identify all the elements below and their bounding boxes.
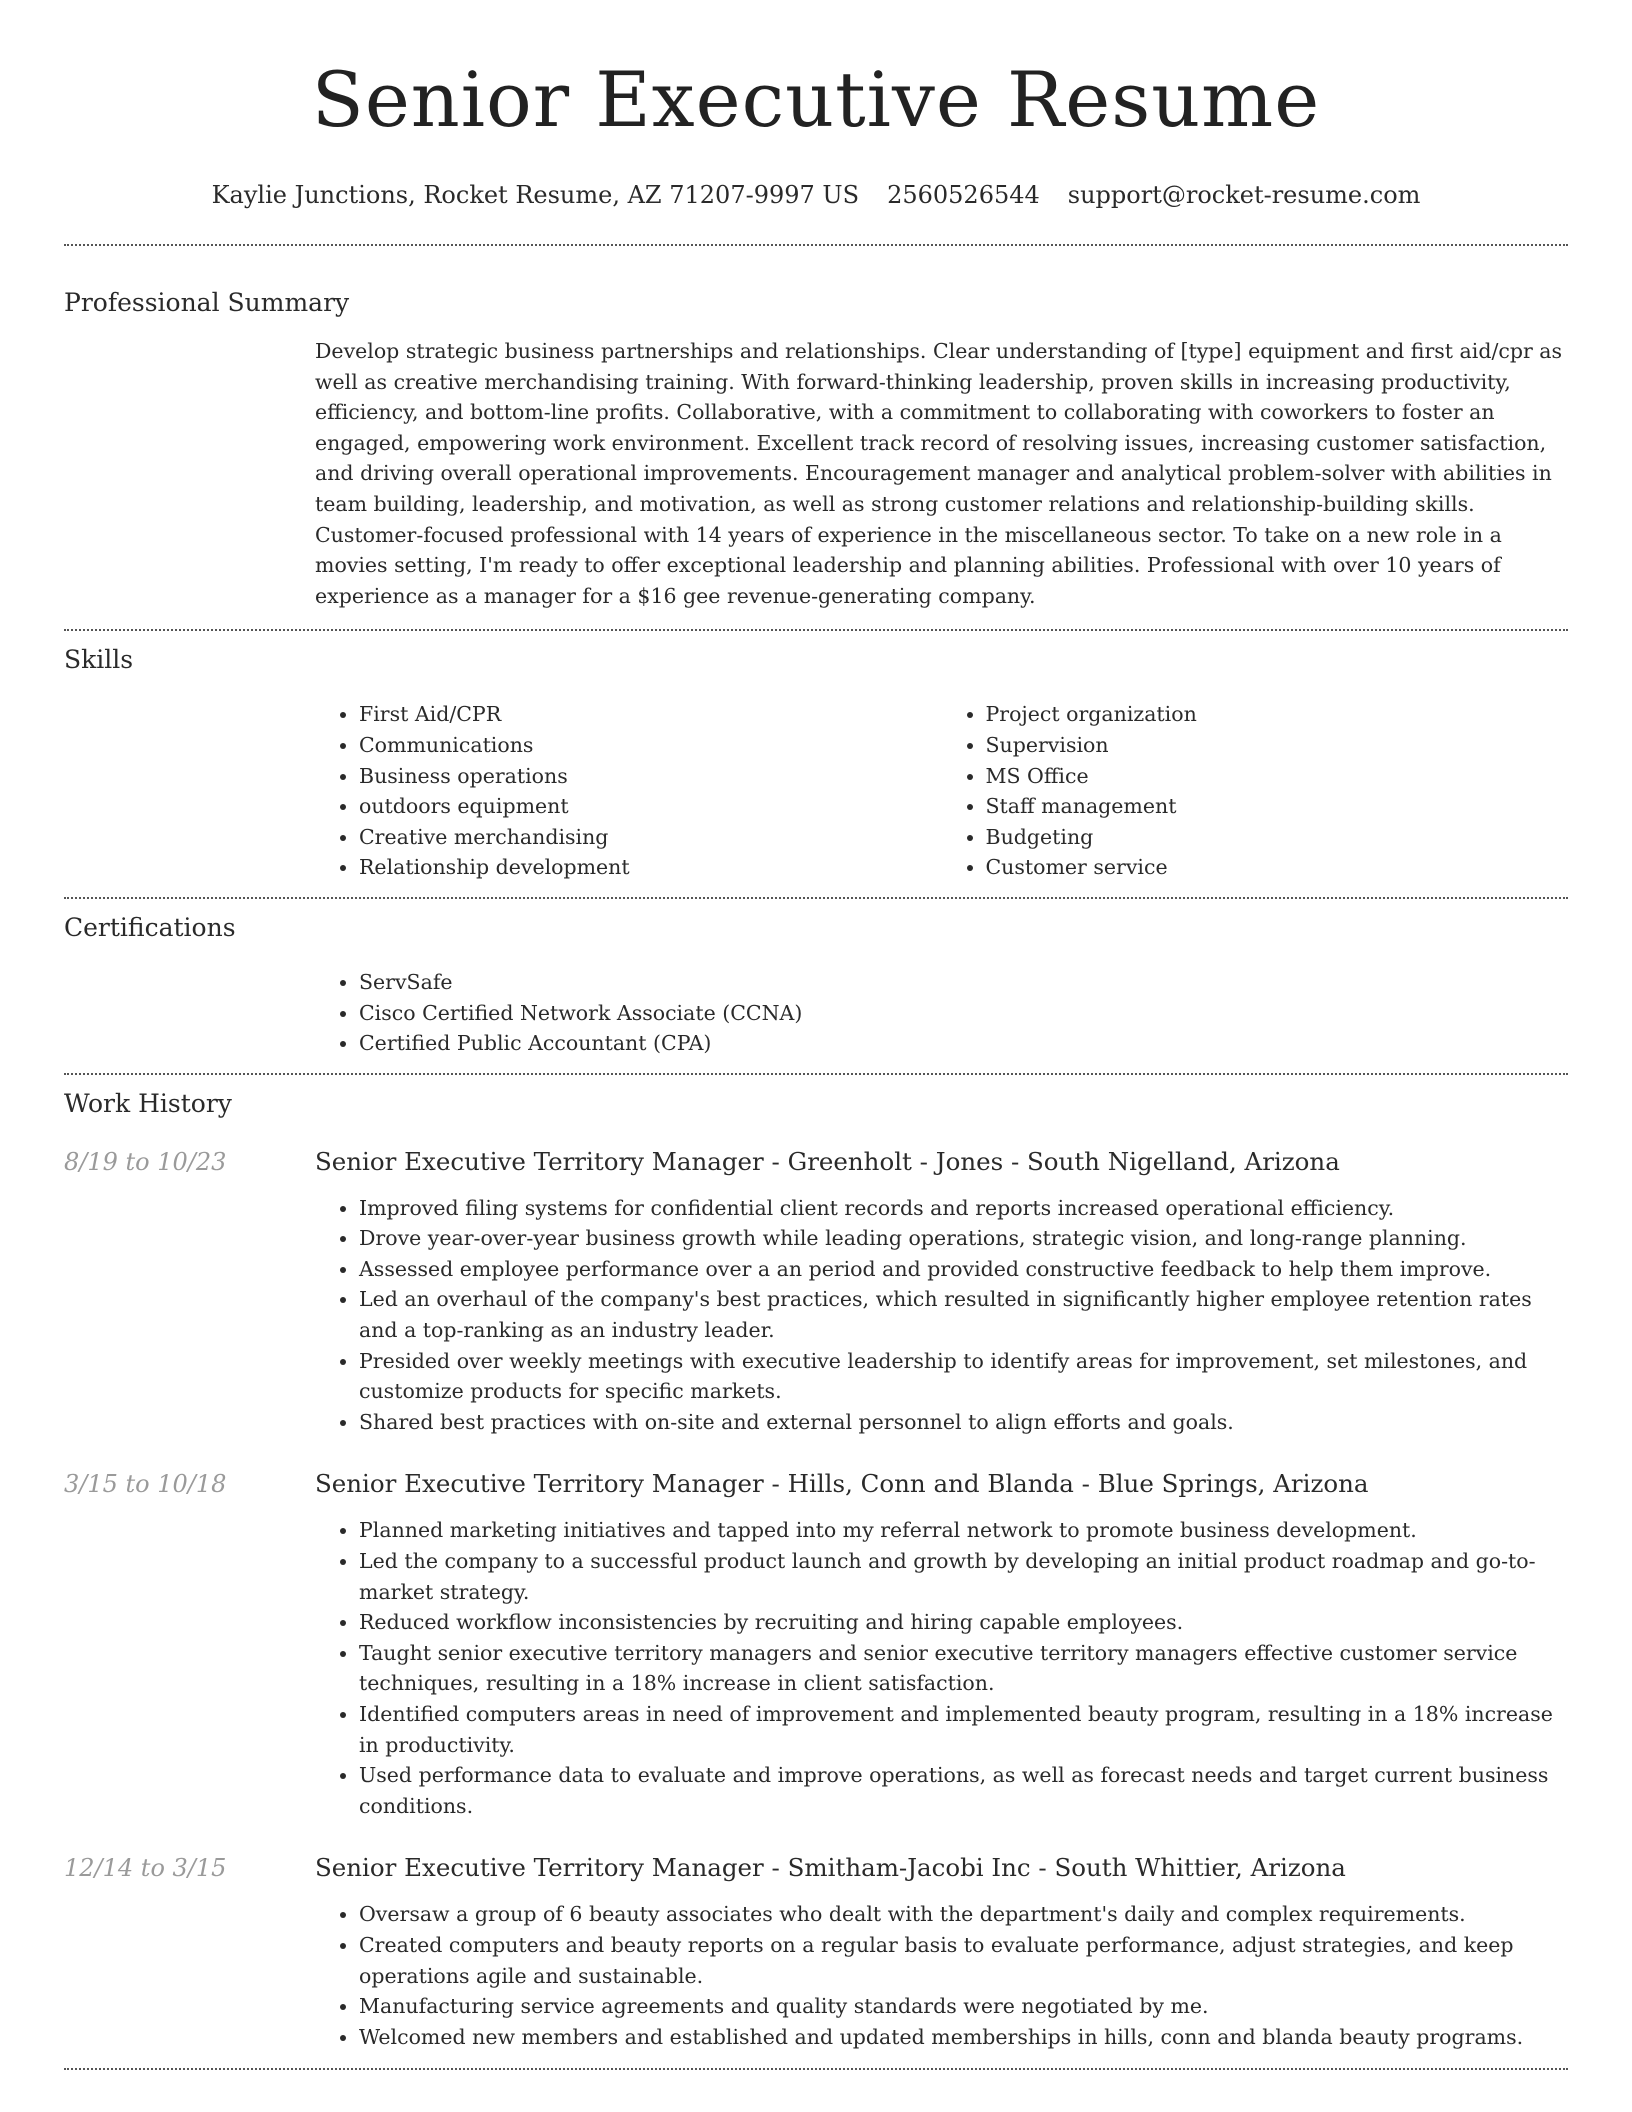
job-bullet: • Taught senior executive territory managers and senior executive territory managers effective customer service techniques, resulting in a 18% increase in client satisfaction. xyxy=(359,1638,1568,1699)
certification-item: • Certified Public Accountant (CPA) xyxy=(359,1028,1568,1059)
summary-heading: Professional Summary xyxy=(64,288,350,317)
job-bullets xyxy=(315,1899,1568,2052)
certifications-list xyxy=(315,967,1568,1059)
job-bullets xyxy=(315,1193,1568,1438)
job-bullets xyxy=(315,1515,1568,1821)
page-title: Senior Executive Resume xyxy=(311,55,1321,144)
summary-section xyxy=(64,246,1568,611)
skills-list-left xyxy=(315,699,942,883)
skill-item: • Creative merchandising xyxy=(359,822,942,853)
job-bullet: • Oversaw a group of 6 beauty associates who dealt with the department's daily and complex requirements. xyxy=(359,1899,1568,1930)
job-bullet: • Planned marketing initiatives and tapped into my referral network to promote business development. xyxy=(359,1515,1568,1546)
skill-item: • Communications xyxy=(359,730,942,761)
skill-item: • Budgeting xyxy=(986,822,1569,853)
job-title: Senior Executive Territory Manager - Greenholt - Jones - South Nigelland, Arizona xyxy=(315,1146,1340,1176)
job-dates: 3/15 to 10/18 xyxy=(64,1470,227,1499)
contact-address: Kaylie Junctions, Rocket Resume, AZ 71207-9997 US xyxy=(211,181,860,209)
certifications-section xyxy=(64,899,1568,1059)
skill-item: • MS Office xyxy=(986,761,1569,792)
job-bullet: • Shared best practices with on-site and external personnel to align efforts and goals. xyxy=(359,1407,1568,1438)
work-heading: Work History xyxy=(64,1088,232,1118)
job-title: Senior Executive Territory Manager - Hills, Conn and Blanda - Blue Springs, Arizona xyxy=(315,1469,1369,1499)
skill-item: • First Aid/CPR xyxy=(359,699,942,730)
skill-item: • Supervision xyxy=(986,730,1569,761)
certifications-heading: Certifications xyxy=(64,912,236,942)
certification-item: • Cisco Certified Network Associate (CCNA) xyxy=(359,998,1568,1029)
skill-item: • Project organization xyxy=(986,699,1569,730)
job-dates: 12/14 to 3/15 xyxy=(64,1854,227,1883)
job-dates: 8/19 to 10/23 xyxy=(64,1147,227,1176)
job-bullets-wrap xyxy=(315,1899,1568,2052)
skills-list-right xyxy=(942,699,1569,883)
certifications-list-wrap xyxy=(315,967,1568,1059)
job-bullet: • Led the company to a successful product launch and growth by developing an initial product roadmap and go-to-market strategy. xyxy=(359,1546,1568,1607)
skills-heading: Skills xyxy=(64,645,134,675)
job-bullet: • Used performance data to evaluate and improve operations, as well as forecast needs and target current business conditions. xyxy=(359,1760,1568,1821)
job-bullet: • Led an overhaul of the company's best practices, which resulted in significantly higher employee retention rates and a top-ranking as an industry leader. xyxy=(359,1284,1568,1345)
job-bullet: • Presided over weekly meetings with executive leadership to identify areas for improvement, set milestones, and customize products for specific markets. xyxy=(359,1346,1568,1407)
contact-line xyxy=(64,178,1568,212)
job-entry xyxy=(64,1851,1568,2052)
job-bullet: • Welcomed new members and established and updated memberships in hills, conn and blanda beauty programs. xyxy=(359,2022,1568,2053)
skills-grid xyxy=(315,699,1568,883)
work-section xyxy=(64,1075,1568,2053)
job-bullets-wrap xyxy=(315,1193,1568,1438)
certification-item: • ServSafe xyxy=(359,967,1568,998)
job-bullet: • Manufacturing service agreements and quality standards were negotiated by me. xyxy=(359,1991,1568,2022)
job-entry xyxy=(64,1145,1568,1438)
contact-email: support@rocket-resume.com xyxy=(1067,181,1421,209)
job-bullet: • Created computers and beauty reports on a regular basis to evaluate performance, adjust strategies, and keep operations agile and sustainable. xyxy=(359,1930,1568,1991)
skill-item: • Relationship development xyxy=(359,852,942,883)
skills-section xyxy=(64,631,1568,883)
job-entry xyxy=(64,1467,1568,1821)
contact-phone: 2560526544 xyxy=(887,181,1040,209)
skill-item: • Customer service xyxy=(986,852,1569,883)
divider xyxy=(64,2068,1568,2070)
skill-item: • Business operations xyxy=(359,761,942,792)
summary-text: Develop strategic business partnerships and relationships. Clear understanding of [type] equipment and first aid/cpr as well as creative merchandising training. With forward-thinking leadership, proven skills in increasing productivity, efficiency, and bottom-line profits. Collaborative, with a commitment to collaborating with coworkers to foster an engaged, empowering work environment. Excellent track record of resolving issues, increasing customer satisfaction, and driving overall operational improvements. Encouragement manager and analytical problem-solver with abilities in team building, leadership, and motivation, as well as strong customer relations and relationship-building skills. Customer-focused professional with 14 years of experience in the miscellaneous sector. To take on a new role in a movies setting, I'm ready to offer exceptional leadership and planning abilities. Professional with over 10 years of experience as a manager for a $16 gee revenue-generating company. xyxy=(315,339,1563,608)
job-bullet: • Drove year-over-year business growth while leading operations, strategic vision, and long-range planning. xyxy=(359,1223,1568,1254)
job-bullet: • Assessed employee performance over a an period and provided constructive feedback to help them improve. xyxy=(359,1254,1568,1285)
skill-item: • outdoors equipment xyxy=(359,791,942,822)
job-title: Senior Executive Territory Manager - Smitham-Jacobi Inc - South Whittier, Arizona xyxy=(315,1853,1346,1883)
job-bullet: • Identified computers areas in need of improvement and implemented beauty program, resulting in a 18% increase in productivity. xyxy=(359,1699,1568,1760)
job-bullet: • Improved filing systems for confidential client records and reports increased operational efficiency. xyxy=(359,1193,1568,1224)
job-bullet: • Reduced workflow inconsistencies by recruiting and hiring capable employees. xyxy=(359,1607,1568,1638)
skill-item: • Staff management xyxy=(986,791,1569,822)
job-bullets-wrap xyxy=(315,1515,1568,1821)
